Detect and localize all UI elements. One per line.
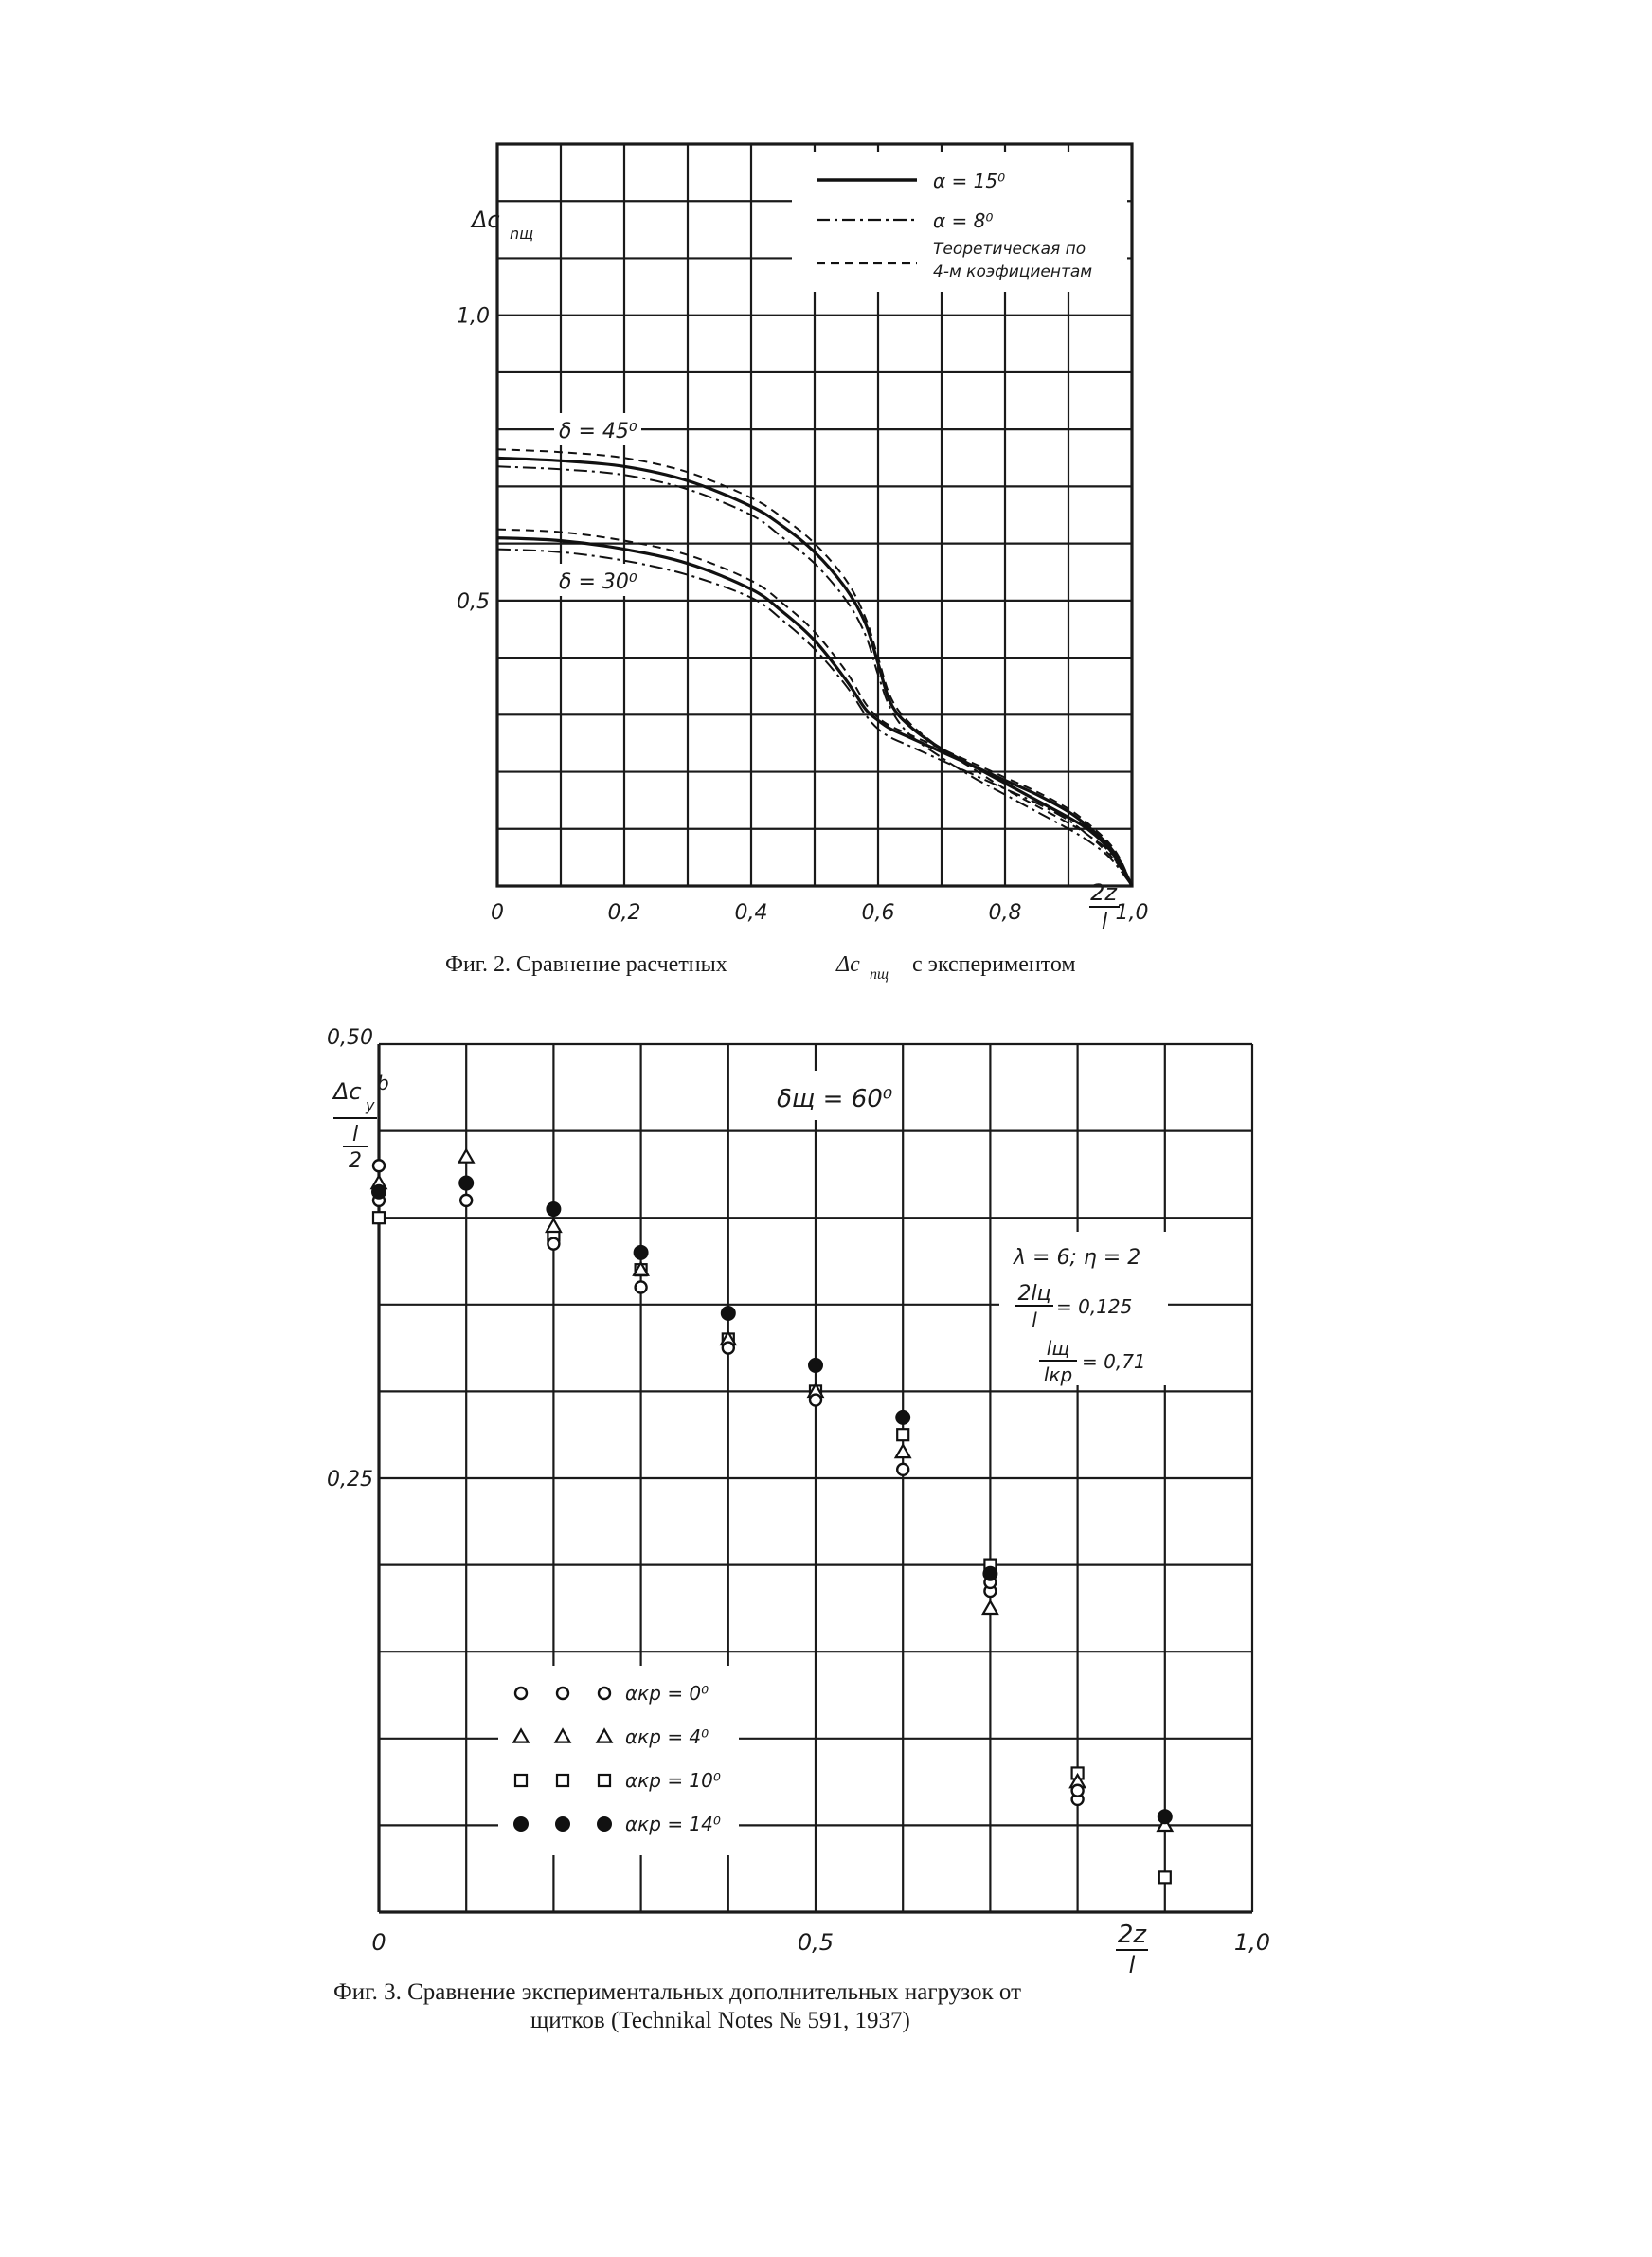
legend-marker-circle <box>599 1688 610 1699</box>
fig3-point-circle <box>723 1343 734 1354</box>
legend-alpha-10: αкр = 10⁰ <box>625 1769 721 1792</box>
param-frac1-val: = 0,125 <box>1056 1295 1133 1318</box>
fig2-xtick-label: 1,0 <box>1115 901 1149 925</box>
fig2-caption <box>445 952 1076 984</box>
figure-3 <box>327 1026 1270 2033</box>
figure-2 <box>445 144 1149 984</box>
fig3-ylabel-frac-den: 2 <box>349 1149 362 1173</box>
fig3-ylabel-sup: b <box>377 1072 389 1094</box>
legend-theory-1: Теоретическая по <box>933 240 1086 259</box>
param-frac2-num: lщ <box>1046 1337 1070 1360</box>
legend-alpha-14: αкр = 14⁰ <box>625 1813 721 1835</box>
param-frac1-num: 2lц <box>1017 1282 1051 1306</box>
fig3-ylabel-sub: y <box>366 1096 375 1114</box>
legend-marker-square <box>599 1775 610 1786</box>
fig3-point-triangle <box>547 1219 561 1232</box>
fig3-point-square <box>897 1429 908 1440</box>
fig2-xtick-label: 0,6 <box>861 901 895 925</box>
fig2-ylabel: Δc <box>472 207 500 233</box>
fig3-point-triangle <box>896 1445 910 1457</box>
legend-marker-square <box>515 1775 527 1786</box>
param-frac1-den: l <box>1032 1309 1037 1331</box>
fig3-point-circle <box>548 1238 559 1250</box>
fig3-point-filled-circle <box>634 1245 648 1259</box>
fig3-ylabel-frac-num: l <box>351 1123 359 1147</box>
legend-marker-filled-circle <box>598 1817 612 1832</box>
fig2-caption-suffix: с экспериментом <box>912 952 1076 977</box>
fig3-caption-line2: щитков (Technikal Notes № 591, 1937) <box>530 2008 910 2033</box>
anno-delta-45: δ = 45⁰ <box>559 420 637 443</box>
fig2-caption-symbol: Δc <box>836 952 860 977</box>
fig3-xlabel-num: 2z <box>1117 1921 1147 1949</box>
legend-marker-circle <box>515 1688 527 1699</box>
fig3-point-filled-circle <box>896 1410 910 1424</box>
fig3-point-square <box>1159 1871 1171 1883</box>
fig3-ytick-label: 0,50 <box>327 1026 373 1050</box>
fig3-point-filled-circle <box>721 1306 735 1320</box>
fig3-point-circle <box>373 1160 385 1171</box>
fig2-ytick-label: 1,0 <box>457 304 490 329</box>
legend-marker-circle <box>557 1688 568 1699</box>
fig2-xlabel-num: 2z <box>1090 879 1117 906</box>
param-frac2-den: lкр <box>1043 1363 1073 1386</box>
fig3-ytick-label: 0,25 <box>327 1468 373 1491</box>
fig3-ylabel-main: Δc <box>333 1078 362 1105</box>
fig3-point-square <box>373 1212 385 1223</box>
fig2-caption-prefix: Фиг. 2. Сравнение расчетных <box>445 952 727 977</box>
anno-delta-30: δ = 30⁰ <box>559 570 637 594</box>
param-frac2-val: = 0,71 <box>1082 1350 1146 1373</box>
legend-alpha15: α = 15⁰ <box>933 170 1006 192</box>
fig2-xlabel-den: l <box>1101 911 1108 934</box>
fig3-xtick-label: 0,5 <box>797 1929 835 1956</box>
fig3-point-circle <box>897 1464 908 1475</box>
fig3-point-filled-circle <box>459 1176 474 1190</box>
fig3-tick-labels <box>327 1026 1270 1956</box>
fig2-caption-sub: nщ <box>870 966 889 983</box>
fig2-xtick-label: 0,2 <box>607 901 641 925</box>
fig3-point-circle <box>810 1395 821 1406</box>
legend-marker-filled-circle <box>556 1817 570 1832</box>
legend-marker-filled-circle <box>514 1817 529 1832</box>
fig2-ytick-label: 0,5 <box>457 589 490 614</box>
fig2-ylabel-sub: nщ <box>510 225 534 243</box>
fig2-xtick-label: 0,8 <box>988 901 1022 925</box>
fig3-point-filled-circle <box>983 1566 997 1580</box>
fig3-xtick-label: 1,0 <box>1233 1929 1271 1956</box>
fig3-xlabel-den: l <box>1128 1952 1136 1978</box>
fig2-xtick-label: 0 <box>491 901 504 925</box>
legend-marker-square <box>557 1775 568 1786</box>
fig3-point-filled-circle <box>372 1184 386 1199</box>
param-lambda-eta: λ = 6; η = 2 <box>1014 1246 1141 1270</box>
fig2-xtick-label: 0,4 <box>734 901 768 925</box>
fig3-point-circle <box>460 1195 472 1206</box>
fig3-title-annotation: δщ = 60⁰ <box>777 1085 893 1113</box>
fig3-caption-line1: Фиг. 3. Сравнение экспериментальных дополнительных нагрузок от <box>333 1979 1022 2005</box>
legend-alpha-4: αкр = 4⁰ <box>625 1725 709 1748</box>
fig3-xtick-label: 0 <box>371 1929 386 1956</box>
legend-theory-2: 4-м коэфициентам <box>933 262 1093 281</box>
fig3-point-triangle <box>459 1150 474 1163</box>
fig3-point-circle <box>636 1281 647 1292</box>
fig3-point-filled-circle <box>809 1358 823 1372</box>
legend-alpha-0: αкр = 0⁰ <box>625 1682 709 1705</box>
fig3-point-triangle <box>983 1601 997 1614</box>
legend-alpha8: α = 8⁰ <box>933 209 994 232</box>
fig3-point-filled-circle <box>547 1202 561 1217</box>
fig3-point-filled-circle <box>1158 1810 1172 1824</box>
fig3-point-circle <box>1072 1785 1084 1797</box>
